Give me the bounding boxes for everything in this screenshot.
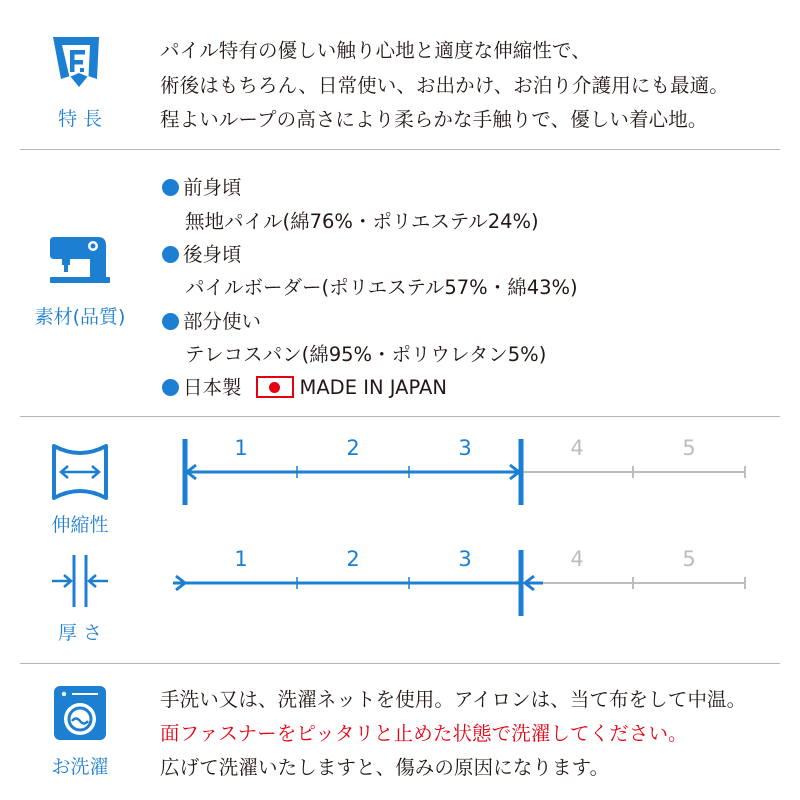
washing-label: お洗濯 xyxy=(51,756,109,778)
bullet-icon xyxy=(162,179,179,196)
thickness-scale xyxy=(170,543,760,623)
material-item-3-title: 部分使い xyxy=(162,306,261,334)
bullet-icon xyxy=(162,246,179,263)
sewing-machine-icon xyxy=(48,233,114,285)
scale-tick-label: 4 xyxy=(570,436,584,460)
section-divider xyxy=(20,663,780,664)
bullet-icon xyxy=(162,379,179,396)
scale-tick-label: 1 xyxy=(234,436,248,460)
stretch-label: 伸縮性 xyxy=(51,514,109,536)
bullet-icon xyxy=(162,313,179,330)
washing-warning-line: 面ファスナーをピッタリと止めた状態で洗濯してください。 xyxy=(160,722,688,745)
stretch-scale xyxy=(170,432,760,512)
thickness-icon xyxy=(50,553,110,609)
material-item-1-title: 前身頃 xyxy=(162,172,242,200)
scale-tick-label: 4 xyxy=(570,547,584,571)
origin-text: MADE IN JAPAN xyxy=(299,376,447,399)
scale-tick-label: 3 xyxy=(458,436,472,460)
tag-f-icon xyxy=(47,33,111,93)
washing-line-3: 広げて洗濯いたしますと、傷みの原因になります。 xyxy=(160,756,610,779)
section-divider xyxy=(20,416,780,417)
features-line-3: 程よいループの高さにより柔らかな手触りで、優しい着心地。 xyxy=(160,108,708,131)
material-item-1-detail: 無地パイル(綿76%・ポリエステル24%) xyxy=(185,210,539,233)
features-line-1: パイル特有の優しい触り心地と適度な伸縮性で、 xyxy=(160,39,591,62)
features-label: 特 長 xyxy=(57,108,103,130)
material-label: 素材(品質) xyxy=(34,306,126,328)
washing-line-1: 手洗い又は、洗濯ネットを使用。アイロンは、当て布をして中温。 xyxy=(160,688,747,711)
section-divider xyxy=(20,149,780,150)
material-item-2-title: 後身頃 xyxy=(162,239,242,267)
scale-tick-label: 1 xyxy=(234,547,248,571)
washing-machine-icon xyxy=(52,684,108,742)
scale-tick-label: 2 xyxy=(346,436,360,460)
scale-tick-label: 2 xyxy=(346,547,360,571)
origin-row xyxy=(162,372,447,400)
scale-tick-label: 5 xyxy=(682,436,696,460)
origin-title: 日本製 xyxy=(183,376,242,399)
material-item-2-detail: パイルボーダー(ポリエステル57%・綿43%) xyxy=(185,276,578,299)
thickness-label: 厚 さ xyxy=(57,622,103,644)
features-line-2: 術後はもちろん、日常使い、お出かけ、お泊り介護用にも最適。 xyxy=(160,74,729,97)
japan-flag-icon xyxy=(256,376,294,398)
material-item-3-detail: テレコスパン(綿95%・ポリウレタン5%) xyxy=(185,343,547,366)
scale-tick-label: 3 xyxy=(458,547,472,571)
stretch-icon xyxy=(50,442,110,502)
scale-tick-label: 5 xyxy=(682,547,696,571)
